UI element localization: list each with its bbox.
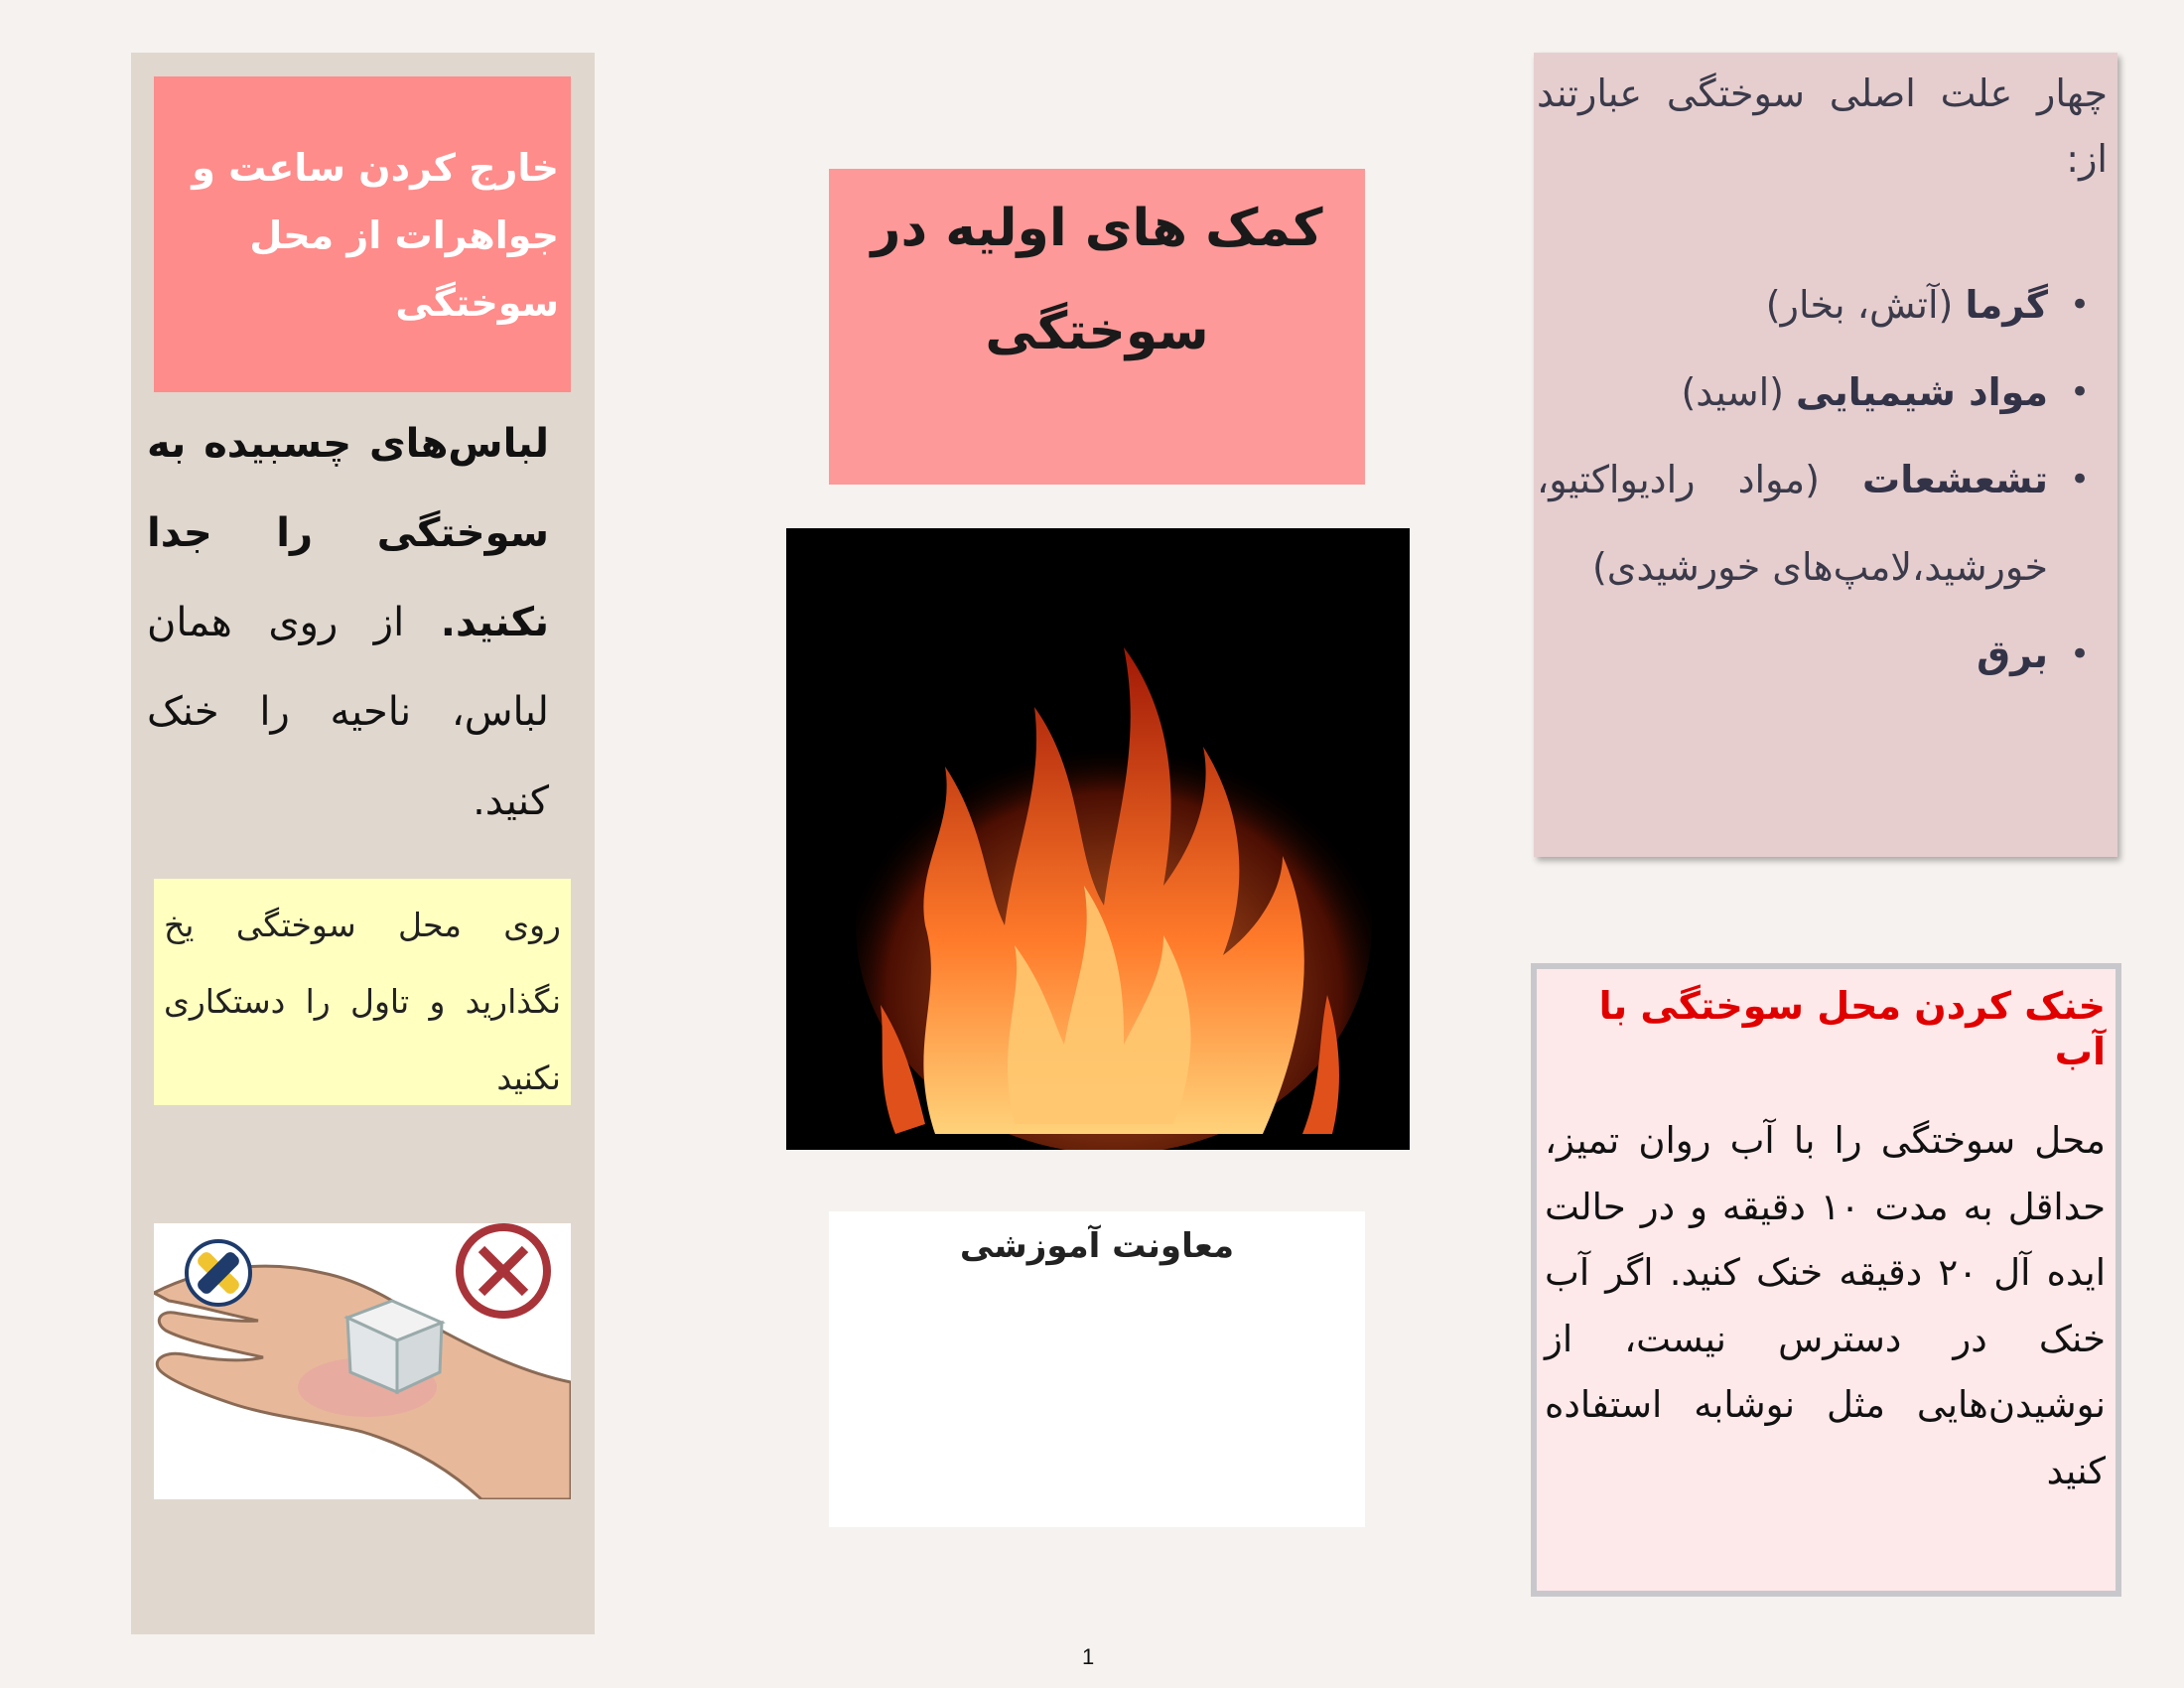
causes-intro: چهار علت اصلی سوختگی عبارتند از: bbox=[1537, 71, 2108, 181]
remove-jewelry-box bbox=[154, 76, 571, 392]
list-item bbox=[1537, 349, 2108, 436]
causes-box bbox=[1534, 53, 2117, 857]
stuck-clothes-paragraph bbox=[147, 399, 564, 846]
no-ice-box bbox=[154, 879, 571, 1105]
causes-list bbox=[1537, 261, 2108, 698]
org-box bbox=[829, 1211, 1365, 1527]
stuck-clothes-rest: از روی همان لباس، ناحیه را خنک کنید. bbox=[147, 600, 549, 824]
no-ice-text: روی محل سوختگی یخ نگذارید و تاول را دستکاری نکنید bbox=[164, 906, 561, 1097]
page-number: 1 bbox=[1082, 1644, 1095, 1669]
bandage-icon bbox=[187, 1241, 250, 1305]
cause-detail: (مواد رادیواکتیو، خورشید،لامپ‌های خورشیدی) bbox=[1537, 458, 2048, 589]
hand-ice-image bbox=[154, 1223, 571, 1499]
cause-detail: (اسید) bbox=[1681, 370, 1797, 414]
cause-term: برق bbox=[1977, 633, 2048, 676]
cause-detail: (آتش، بخار) bbox=[1765, 283, 1966, 327]
cool-water-box bbox=[1531, 963, 2121, 1597]
stuck-clothes-bold: لباس‌های چسبیده به سوختگی را جدا نکنید. bbox=[147, 421, 549, 645]
cool-water-title: خنک کردن محل سوختگی با آب bbox=[1598, 984, 2106, 1073]
title-box bbox=[829, 169, 1365, 485]
cause-term: مواد شیمیایی bbox=[1796, 370, 2048, 414]
cause-term: تشعشعات bbox=[1862, 458, 2048, 501]
cool-water-body: محل سوختگی را با آب روان تمیز، حداقل به مدت ۱۰ دقیقه و در حالت ایده آل ۲۰ دقیقه خنک کنید. اگر آب خنک در دسترس نیست، از نوشیدن‌هایی مثل نوشابه استفاده کنید bbox=[1545, 1119, 2107, 1492]
org-name: معاونت آموزشی bbox=[959, 1226, 1235, 1266]
remove-jewelry-text: خارج کردن ساعت و جواهرات از محل سوختگی bbox=[192, 146, 559, 325]
list-item bbox=[1537, 436, 2108, 611]
cause-term: گرما bbox=[1965, 283, 2048, 327]
page-title: کمک های اولیه در سوختگی bbox=[871, 199, 1323, 361]
list-item bbox=[1537, 611, 2108, 698]
fire-image bbox=[786, 528, 1410, 1150]
list-item bbox=[1537, 261, 2108, 349]
